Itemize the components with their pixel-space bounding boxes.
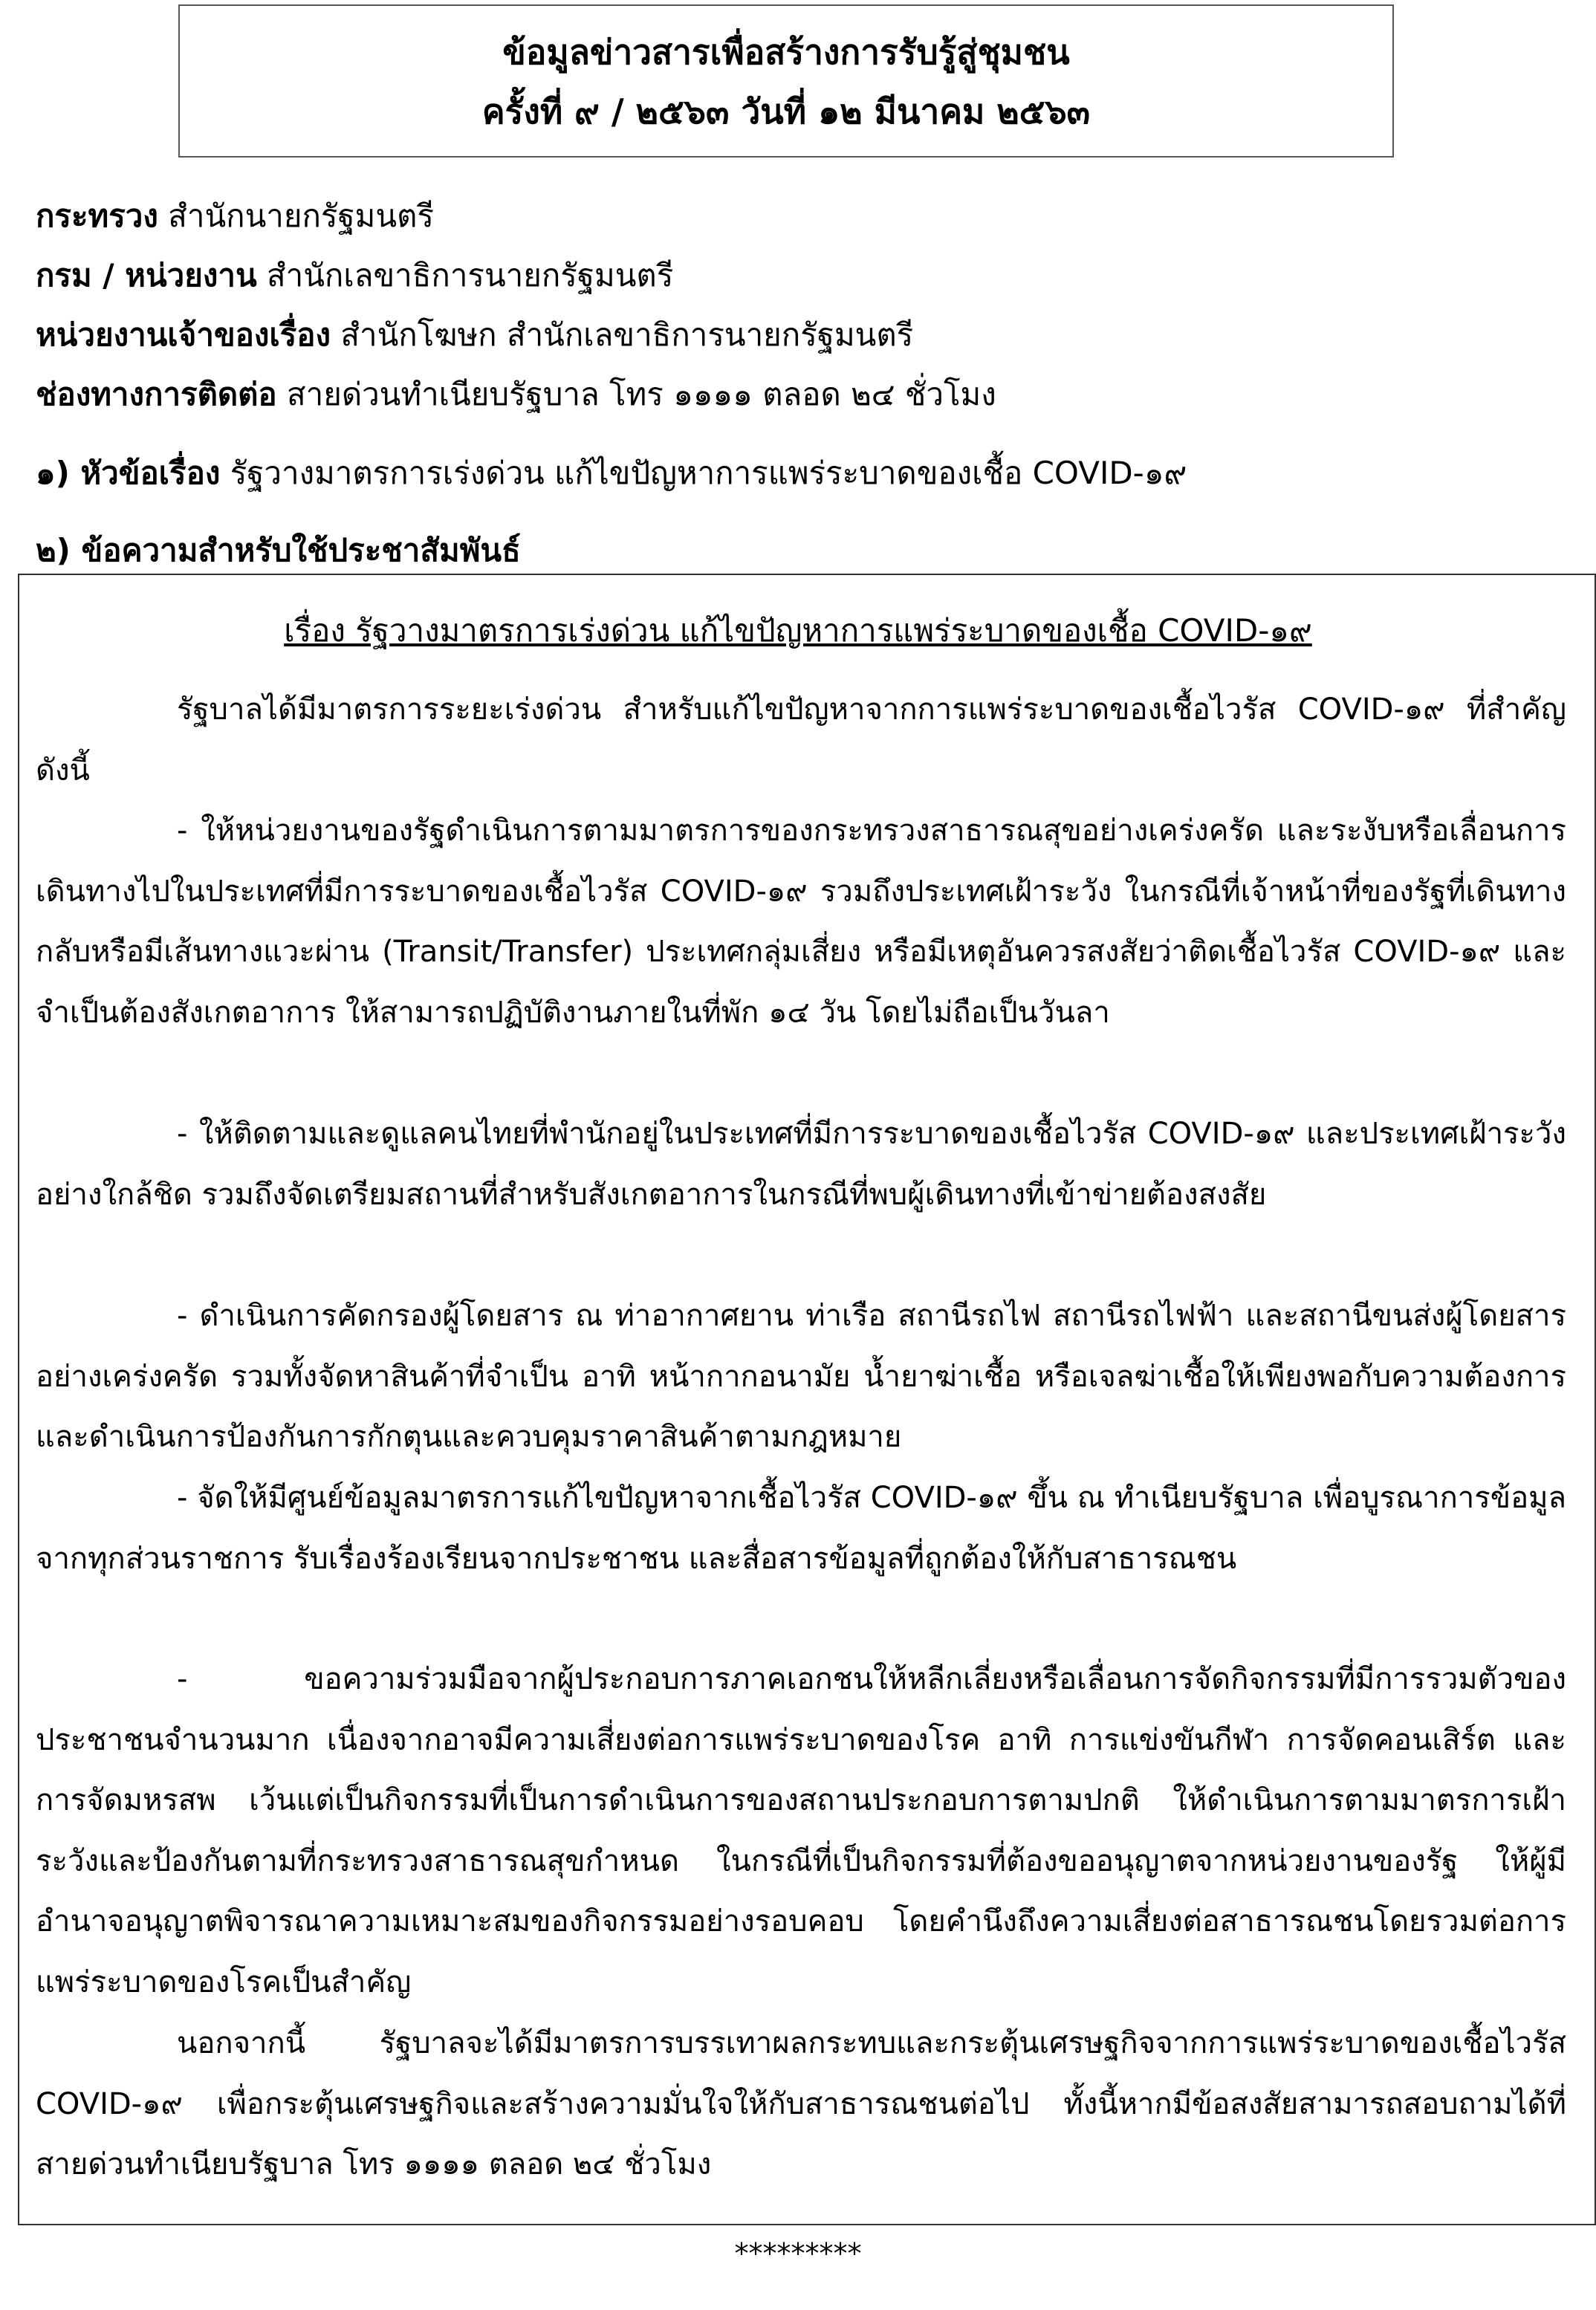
document-title-box — [178, 4, 1394, 158]
ministry-value: สำนักนายกรัฐมนตรี — [158, 198, 434, 234]
issue-date-line: ครั้งที่ ๙ / ๒๕๖๓ วันที่ ๑๒ มีนาคม ๒๕๖๓ — [481, 91, 1091, 132]
measure-1-paragraph: - ให้หน่วยงานของรัฐดำเนินการตามมาตรการของกระทรวงสาธารณสุขอย่างเคร่งครัด และระงับหรือเลื่อนการเดินทางไปในประเทศที่มีการระบาดของเชื้อไวรัส COVID-๑๙ รวมถึงประเทศเฝ้าระวัง ในกรณีที่เจ้าหน้าที่ของรัฐที่เดินทางกลับหรือมีเส้นทางแวะผ่าน (Transit/Transfer) ประเทศกลุ่มเสี่ยง หรือมีเหตุอันควรสงสัยว่าติดเชื้อไวรัส COVID-๑๙ และจำเป็นต้องสังเกตอาการ ให้สามารถปฏิบัติงานภายในที่พัก ๑๔ วัน โดยไม่ถือเป็นวันลา — [36, 814, 1566, 1030]
closing-paragraph: นอกจากนี้ รัฐบาลจะได้มีมาตรการบรรเทาผลกระทบและกระตุ้นเศรษฐกิจจากการแพร่ระบาดของเชื้อไวรัส COVID-๑๙ เพื่อกระตุ้นเศรษฐกิจและสร้างความมั่นใจให้กับสาธารณชนต่อไป ทั้งนี้หากมีข้อสงสัยสามารถสอบถามได้ที่ สายด่วนทำเนียบรัฐบาล โทร ๑๑๑๑ ตลอด ๒๔ ชั่วโมง — [36, 2026, 1566, 2181]
department-value: สำนักเลขาธิการนายกรัฐมนตรี — [256, 257, 674, 293]
pr-message-title: เรื่อง รัฐวางมาตรการเร่งด่วน แก้ไขปัญหาการแพร่ระบาดของเชื้อ COVID-๑๙ — [284, 612, 1312, 649]
contact-value: สายด่วนทำเนียบรัฐบาล โทร ๑๑๑๑ ตลอด ๒๔ ชั่วโมง — [276, 376, 996, 412]
measure-3-paragraph: - ดำเนินการคัดกรองผู้โดยสาร ณ ท่าอากาศยาน ท่าเรือ สถานีรถไฟ สถานีรถไฟฟ้า และสถานีขนส่งผู้โดยสารอย่างเคร่งครัด รวมทั้งจัดหาสินค้าที่จำเป็น อาทิ หน้ากากอนามัย น้ำยาฆ่าเชื้อ หรือเจลฆ่าเชื้อให้เพียงพอกับความต้องการ และดำเนินการป้องกันการกักตุนและควบคุมราคาสินค้าตามกฎหมาย — [36, 1299, 1566, 1454]
pr-label: ๒) ข้อความสำหรับใช้ประชาสัมพันธ์ — [36, 532, 521, 568]
measure-2-paragraph: - ให้ติดตามและดูแลคนไทยที่พำนักอยู่ในประเทศที่มีการระบาดของเชื้อไวรัส COVID-๑๙ และประเทศเฝ้าระวังอย่างใกล้ชิด รวมถึงจัดเตรียมสถานที่สำหรับสังเกตอาการในกรณีที่พบผู้เดินทางที่เข้าข่ายต้องสงสัย — [36, 1117, 1566, 1212]
department-line — [36, 250, 673, 302]
end-marker: ********* — [734, 2237, 862, 2270]
department-label: กรม / หน่วยงาน — [36, 257, 257, 293]
measure-5-paragraph: - ขอความร่วมมือจากผู้ประกอบการภาคเอกชนให้หลีกเลี่ยงหรือเลื่อนการจัดกิจกรรมที่มีการรวมตัวของประชาชนจำนวนมาก เนื่องจากอาจมีความเสี่ยงต่อการแพร่ระบาดของโรค อาทิ การแข่งขันกีฬา การจัดคอนเสิร์ต และการจัดมหรสพ เว้นแต่เป็นกิจกรรมที่เป็นการดำเนินการของสถานประกอบการตามปกติ ให้ดำเนินการตามมาตรการเฝ้าระวังและป้องกันตามที่กระทรวงสาธารณสุขกำหนด ในกรณีที่เป็นกิจกรรมที่ต้องขออนุญาตจากหน่วยงานของรัฐ ให้ผู้มีอำนาจอนุญาตพิจารณาความเหมาะสมของกิจกรรมอย่างรอบคอบ โดยคำนึงถึงความเสี่ยงต่อสาธารณชนโดยรวมต่อการแพร่ระบาดของโรคเป็นสำคัญ — [36, 1662, 1566, 1999]
document-title: ข้อมูลข่าวสารเพื่อสร้างการรับรู้สู่ชุมชน — [502, 32, 1070, 72]
contact-label: ช่องทางการติดต่อ — [36, 376, 277, 412]
ministry-label: กระทรวง — [36, 198, 158, 234]
ministry-line — [36, 190, 434, 242]
intro-paragraph: รัฐบาลได้มีมาตรการระยะเร่งด่วน สำหรับแก้ไขปัญหาจากการแพร่ระบาดของเชื้อไวรัส COVID-๑๙ ที่สำคัญดังนี้ — [36, 692, 1566, 788]
measure-4-paragraph: - จัดให้มีศูนย์ข้อมูลมาตรการแก้ไขปัญหาจากเชื้อไวรัส COVID-๑๙ ขึ้น ณ ทำเนียบรัฐบาล เพื่อบูรณาการข้อมูลจากทุกส่วนราชการ รับเรื่องร้องเรียนจากประชาชน และสื่อสารข้อมูลที่ถูกต้องให้กับสาธารณชน — [36, 1481, 1566, 1576]
subject-line — [36, 447, 1187, 499]
subject-label: ๑) หัวข้อเรื่อง — [36, 455, 221, 491]
owner-label: หน่วยงานเจ้าของเรื่อง — [36, 317, 331, 353]
owner-line — [36, 309, 913, 361]
subject-value: รัฐวางมาตรการเร่งด่วน แก้ไขปัญหาการแพร่ระบาดของเชื้อ COVID-๑๙ — [220, 455, 1187, 491]
owner-value: สำนักโฆษก สำนักเลขาธิการนายกรัฐมนตรี — [331, 317, 914, 353]
contact-line — [36, 369, 996, 421]
pr-message-heading — [36, 525, 521, 577]
